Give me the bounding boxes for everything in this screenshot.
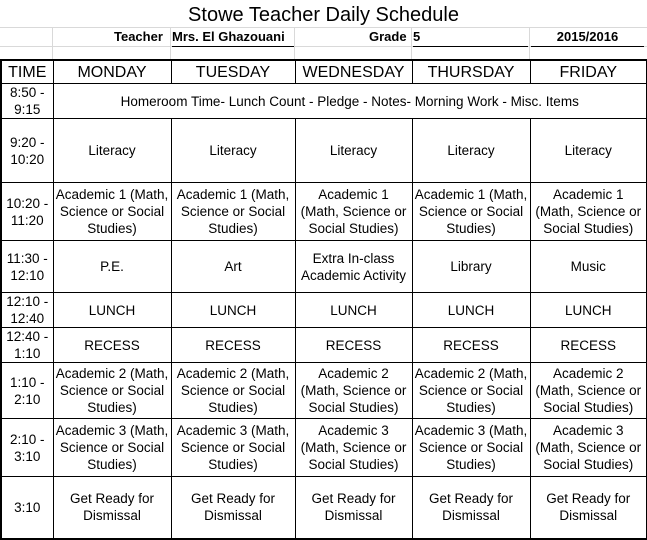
table-row [1, 419, 647, 477]
schedule-table [0, 59, 647, 540]
schedule-cell: Library [412, 241, 530, 293]
schedule-cell: RECESS [295, 328, 412, 363]
schedule-cell: Academic 1 (Math, Science or Social Studies) [530, 183, 647, 241]
table-row [1, 183, 647, 241]
schedule-cell: Get Ready for Dismissal [412, 477, 530, 539]
table-row [1, 241, 647, 293]
schedule-cell: LUNCH [171, 293, 295, 328]
header-row [1, 60, 647, 84]
time-cell: 8:50 - 9:15 [1, 84, 53, 119]
schedule-cell: LUNCH [412, 293, 530, 328]
page-title: Stowe Teacher Daily Schedule [188, 4, 459, 26]
schedule-cell: Literacy [412, 119, 530, 183]
time-cell: 1:10 - 2:10 [1, 363, 53, 419]
schedule-cell: Academic 2 (Math, Science or Social Studies) [171, 363, 295, 419]
table-row [1, 328, 647, 363]
time-cell: 9:20 - 10:20 [1, 119, 53, 183]
schedule-cell: Academic 2 (Math, Science or Social Studies) [295, 363, 412, 419]
homeroom-cell: Homeroom Time- Lunch Count - Pledge - Notes- Morning Work - Misc. Items [53, 84, 647, 119]
schedule-cell: Academic 3 (Math, Science or Social Studies) [53, 419, 171, 477]
schedule-cell: Literacy [530, 119, 647, 183]
gridline [52, 27, 53, 59]
schedule-cell: Academic 2 (Math, Science or Social Studies) [530, 363, 647, 419]
grade-value: 5 [413, 27, 528, 47]
schedule-cell: Academic 3 (Math, Science or Social Studies) [171, 419, 295, 477]
header-time: TIME [1, 60, 53, 84]
schedule-cell: Get Ready for Dismissal [53, 477, 171, 539]
schedule-cell: P.E. [53, 241, 171, 293]
schedule-cell: Academic 1 (Math, Science or Social Studies) [295, 183, 412, 241]
gridline [411, 27, 412, 59]
time-cell: 3:10 [1, 477, 53, 539]
schedule-cell: RECESS [412, 328, 530, 363]
table-row [1, 293, 647, 328]
gridline [170, 27, 171, 59]
schedule-cell: Academic 3 (Math, Science or Social Studies) [295, 419, 412, 477]
gridline [529, 27, 530, 59]
schedule-cell: Academic 1 (Math, Science or Social Studies) [412, 183, 530, 241]
schedule-cell: Academic 2 (Math, Science or Social Studies) [53, 363, 171, 419]
schedule-cell: Get Ready for Dismissal [295, 477, 412, 539]
table-row [1, 119, 647, 183]
schedule-cell: Extra In-class Academic Activity [295, 241, 412, 293]
time-cell: 2:10 - 3:10 [1, 419, 53, 477]
schedule-cell: Get Ready for Dismissal [171, 477, 295, 539]
schedule-cell: RECESS [53, 328, 171, 363]
schedule-cell: Academic 3 (Math, Science or Social Studies) [530, 419, 647, 477]
grade-label: Grade [369, 29, 407, 44]
schedule-cell: Literacy [171, 119, 295, 183]
teacher-label: Teacher [114, 29, 163, 44]
schedule-cell: LUNCH [530, 293, 647, 328]
schedule-cell: Academic 2 (Math, Science or Social Studies) [412, 363, 530, 419]
school-year: 2015/2016 [531, 27, 644, 47]
schedule-cell: LUNCH [53, 293, 171, 328]
schedule-cell: RECESS [530, 328, 647, 363]
schedule-cell: Art [171, 241, 295, 293]
header-wednesday: WEDNESDAY [295, 60, 412, 84]
schedule-cell: Academic 1 (Math, Science or Social Studies) [53, 183, 171, 241]
table-row [1, 477, 647, 539]
header-tuesday: TUESDAY [171, 60, 295, 84]
table-row [1, 363, 647, 419]
schedule-cell: Music [530, 241, 647, 293]
header-monday: MONDAY [53, 60, 171, 84]
schedule-cell: Get Ready for Dismissal [530, 477, 647, 539]
teacher-value: Mrs. El Ghazouani [172, 27, 294, 47]
time-cell: 12:40 - 1:10 [1, 328, 53, 363]
schedule-cell: RECESS [171, 328, 295, 363]
time-cell: 12:10 - 12:40 [1, 293, 53, 328]
header-friday: FRIDAY [530, 60, 647, 84]
table-row [1, 84, 647, 119]
schedule-cell: Literacy [295, 119, 412, 183]
time-cell: 10:20 - 11:20 [1, 183, 53, 241]
schedule-cell: LUNCH [295, 293, 412, 328]
schedule-cell: Literacy [53, 119, 171, 183]
header-thursday: THURSDAY [412, 60, 530, 84]
schedule-cell: Academic 3 (Math, Science or Social Studies) [412, 419, 530, 477]
time-cell: 11:30 - 12:10 [1, 241, 53, 293]
gridline [294, 27, 295, 59]
schedule-cell: Academic 1 (Math, Science or Social Studies) [171, 183, 295, 241]
